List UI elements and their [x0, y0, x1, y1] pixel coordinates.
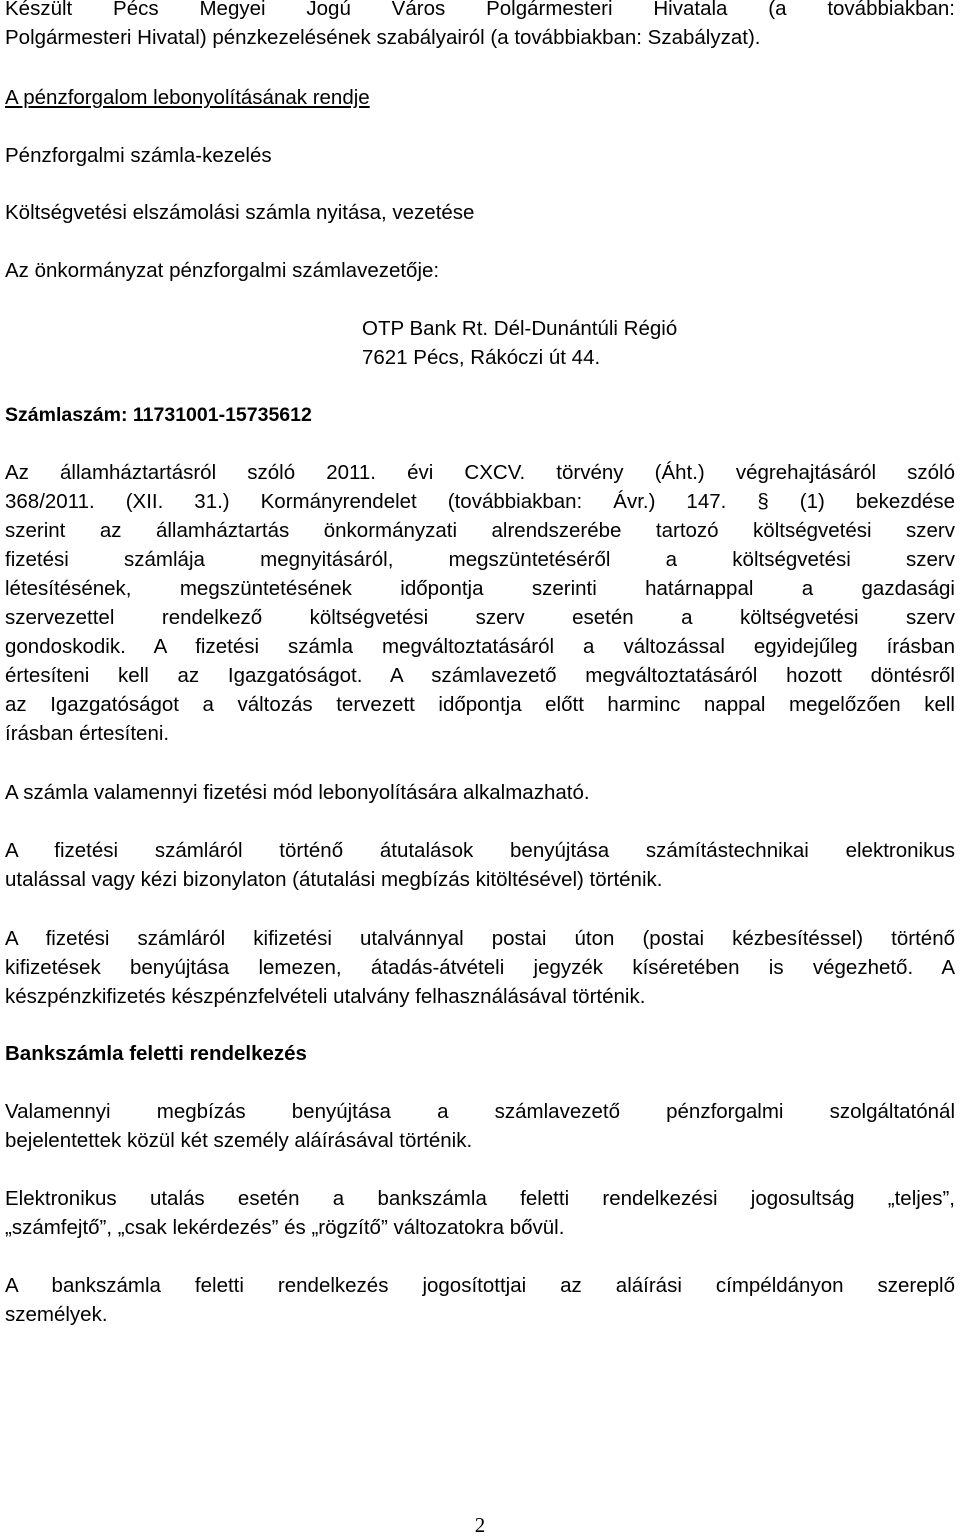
paragraph-line: készpénzkifizetés készpénzfelvételi utalvány felhasználásával történik.	[5, 985, 646, 1008]
paragraph-line: gondoskodik. A fizetési számla megváltoztatásáról a változással egyidejűleg írásban	[5, 635, 955, 658]
paragraph-line: bejelentettek közül két személy aláírásával történik.	[5, 1129, 473, 1152]
paragraph-line: Valamennyi megbízás benyújtása a számlavezető pénzforgalmi szolgáltatónál	[5, 1100, 955, 1123]
paragraph-line: írásban értesíteni.	[5, 722, 170, 745]
paragraph-line: „számfejtő”, „csak lekérdezés” és „rögzítő” változatokra bővül.	[5, 1216, 565, 1239]
paragraph-line: szerint az államháztartás önkormányzati alrendszerébe tartozó költségvetési szerv	[5, 519, 955, 542]
intro-line: Polgármesteri Hivatal) pénzkezelésének szabályairól (a továbbiakban: Szabályzat).	[5, 26, 761, 49]
paragraph-line: kifizetések benyújtása lemezen, átadás-átvételi jegyzék kíséretében is végezhető. A	[5, 956, 955, 979]
section-heading: Bankszámla feletti rendelkezés	[5, 1042, 307, 1065]
section-heading: A pénzforgalom lebonyolításának rendje	[5, 86, 370, 109]
subheading: Az önkormányzat pénzforgalmi számlavezetője:	[5, 259, 440, 282]
paragraph-line: személyek.	[5, 1303, 108, 1326]
paragraph-line: A bankszámla feletti rendelkezés jogosítottjai az aláírási címpéldányon szereplő	[5, 1274, 955, 1297]
bank-address: 7621 Pécs, Rákóczi út 44.	[362, 346, 601, 369]
paragraph-line: A fizetési számláról történő átutalások benyújtása számítástechnikai elektronikus	[5, 839, 955, 862]
subheading: Költségvetési elszámolási számla nyitása, vezetése	[5, 201, 475, 224]
paragraph-line: Elektronikus utalás esetén a bankszámla feletti rendelkezési jogosultság „teljes”,	[5, 1187, 955, 1210]
paragraph-line: szervezettel rendelkező költségvetési szerv esetén a költségvetési szerv	[5, 606, 955, 629]
account-number: Számlaszám: 11731001-15735612	[5, 404, 312, 426]
paragraph-line: értesíteni kell az Igazgatóságot. A számlavezető megváltoztatásáról hozott döntésről	[5, 664, 955, 687]
bank-name: OTP Bank Rt. Dél-Dunántúli Régió	[362, 317, 678, 340]
page-number: 2	[474, 1513, 486, 1537]
intro-line: Készült Pécs Megyei Jogú Város Polgármesteri Hivatala (a továbbiakban:	[5, 0, 955, 20]
paragraph-line: az Igazgatóságot a változás tervezett időpontja előtt harminc nappal megelőzően kell	[5, 693, 955, 716]
paragraph-line: 368/2011. (XII. 31.) Kormányrendelet (továbbiakban: Ávr.) 147. § (1) bekezdése	[5, 490, 955, 513]
paragraph-line: utalással vagy kézi bizonylaton (átutalási megbízás kitöltésével) történik.	[5, 868, 663, 891]
paragraph-line: létesítésének, megszüntetésének időpontja szerinti határnappal a gazdasági	[5, 577, 955, 600]
subheading: Pénzforgalmi számla-kezelés	[5, 144, 272, 167]
paragraph-line: A fizetési számláról kifizetési utalvánnyal postai úton (postai kézbesítéssel) történő	[5, 927, 955, 950]
paragraph-line: Az államháztartásról szóló 2011. évi CXCV. törvény (Áht.) végrehajtásáról szóló	[5, 461, 955, 484]
paragraph-line: fizetési számlája megnyitásáról, megszüntetéséről a költségvetési szerv	[5, 548, 955, 571]
paragraph-line: A számla valamennyi fizetési mód lebonyolítására alkalmazható.	[5, 781, 590, 804]
